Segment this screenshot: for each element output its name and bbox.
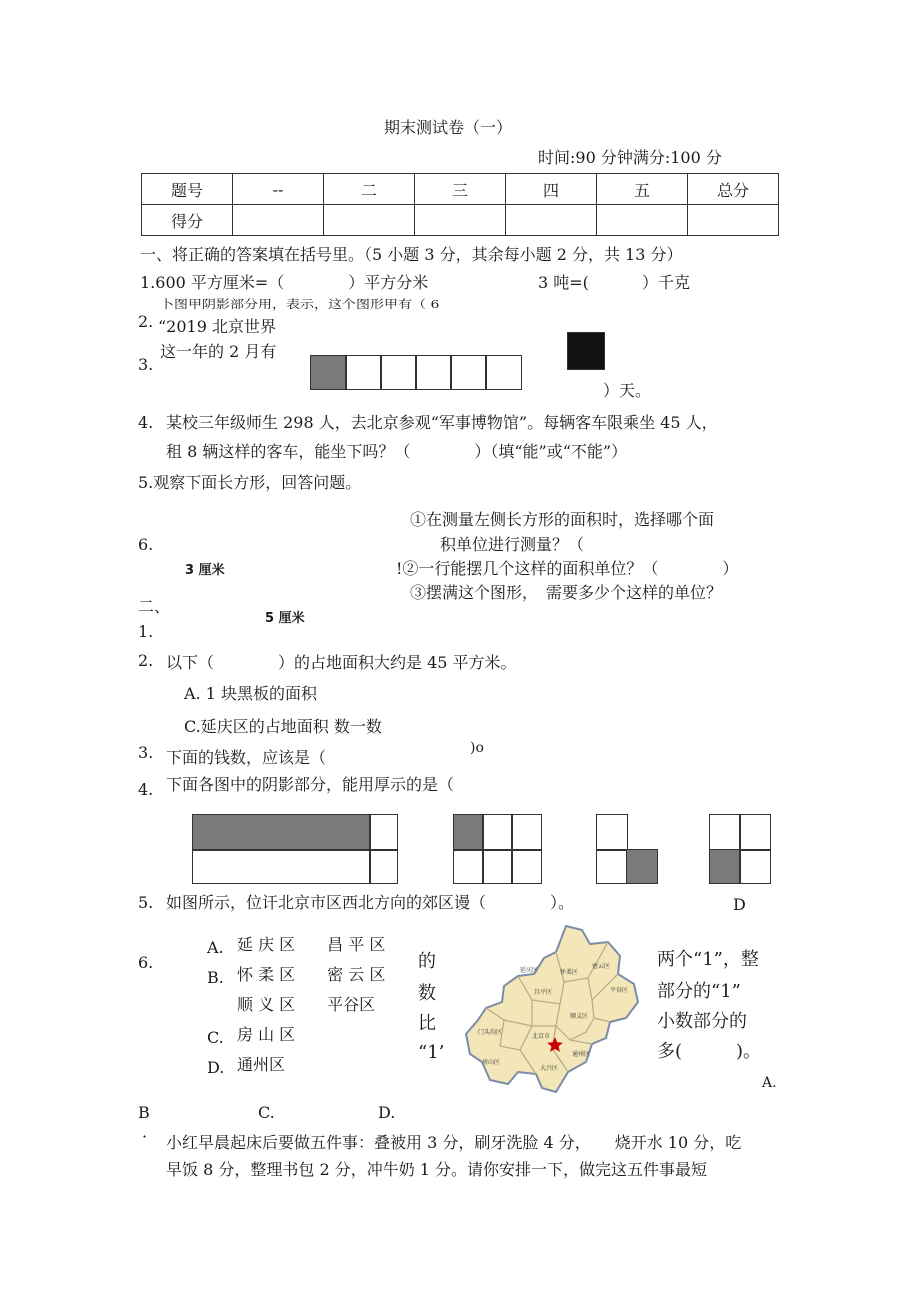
option-a-letter: A. [207,938,224,957]
score-cell[interactable] [597,205,688,236]
fig2-cell [511,814,542,851]
fig3-shaded [626,849,658,884]
score-cell[interactable] [233,205,324,236]
q1-part-a: 1.600 平方厘米=（ ）平方分米 [140,273,429,292]
option-c-final: C. [258,1103,275,1122]
right-line-0: 两个“1”，整 [657,949,759,970]
table-cell: 五 [597,174,688,205]
q2-number: 2. [138,312,154,331]
s2-q3-number: 3. [138,743,154,762]
option-b-letter: B. [207,968,224,987]
score-table [141,173,779,236]
last-line-2: 早饭 8 分，整理书包 2 分，冲牛奶 1 分。请你安排一下，做完这五件事最短 [166,1160,708,1179]
s2-q4-number: 4. [138,780,154,799]
strip-cell [485,355,522,390]
score-cell[interactable] [688,205,779,236]
fig1-shaded [192,814,371,851]
table-cell: -‐ [233,174,324,205]
fig4-cell [709,814,741,851]
s2-q2-number: 2. [138,651,154,670]
map-label-门头沟区: 门头沟区 [478,1029,503,1036]
map-label-大兴区: 大兴区 [540,1065,559,1072]
q6-number: 6. [138,535,154,554]
strip-cell [450,355,487,390]
option-d-final: D. [378,1103,396,1122]
q5-text: 5.观察下面长方形，回答问题。 [138,473,362,492]
q3-text: 这一年的 2 月有 [160,342,277,361]
table-cell: 四 [506,174,597,205]
option-d-letter: D. [207,1058,225,1077]
option-d-text: 通州区 [237,1055,286,1074]
black-square [567,332,605,370]
section2-heading: 二、 [138,597,171,616]
q2-text-2: “2019 北京世界 [158,317,276,336]
strip-cell [415,355,452,390]
table-cell: 得分 [142,205,233,236]
table-cell: 总分 [688,174,779,205]
q3-number: 3. [138,355,154,374]
s2-q2-option-c: C.延庆区的占地面积 数一数 [184,717,382,736]
score-row [142,205,779,236]
s2-q2-option-a: A. 1 块黑板的面积 [184,684,317,703]
q3-end: ）天。 [603,381,652,400]
fig4-cell [739,814,771,851]
left-col-1: 数 [418,983,436,1004]
map-label-怀柔区: 怀柔区 [560,969,579,976]
strip-cell [380,355,417,390]
q6-sub1b: 积单位进行测量？（ [440,535,585,554]
label-3cm: 3 厘米 [185,563,225,578]
q6-sub1a: ①在测量左侧长方形的面积时，选择哪个面 [410,510,715,529]
s2-q6-number: 6. [138,953,154,972]
s2-q3-end: )o [470,740,484,756]
fig4-cell [739,849,771,884]
s2-q1-number: 1. [138,622,154,641]
fig4-shaded [709,849,741,884]
right-line-1: 部分的“1” [657,981,741,1002]
fig2-cell [453,849,484,884]
fig3-cell [596,849,628,884]
s2-q5-number: 5. [138,893,154,912]
right-line-3: 多( )。 [657,1041,762,1062]
table-cell: 二 [324,174,415,205]
label-5cm: 5 厘米 [265,611,305,626]
left-col-2: 比 [418,1013,436,1034]
last-bullet: · [142,1127,148,1146]
option-c-letter: C. [207,1028,224,1047]
option-a-text: 延 庆 区 昌 平 区 [237,935,386,954]
score-cell[interactable] [324,205,415,236]
map-label-平谷区: 平谷区 [610,987,629,994]
last-line-1: 小红早晨起床后要做五件事：叠被用 3 分，刷牙洗脸 4 分， 烧开水 10 分，吃 [166,1133,742,1152]
q1-part-b: 3 吨=( ）千克 [538,273,691,292]
fig2-cell [482,849,513,884]
left-col-0: 的 [418,951,436,972]
q6-sub2: !②一行能摆几个这样的面积单位？（ ） [396,559,739,578]
score-header-row [142,174,779,205]
fig1-cell [192,849,371,884]
beijing-map [460,922,650,1097]
table-cell: 题号 [142,174,233,205]
map-label-延庆区: 延庆区 [520,967,539,974]
option-b-final: B [138,1103,150,1122]
fig2-cell [482,814,513,851]
map-label-北京市: 北京市 [532,1033,551,1040]
map-label-昌平区: 昌平区 [534,989,553,996]
table-cell: 三 [415,174,506,205]
s2-q3-text: 下面的钱数，应该是（ [166,748,327,767]
s2-q2-text: 以下（ ）的占地面积大约是 45 平方米。 [166,653,517,672]
d-label: D [733,895,746,914]
left-col-3: “1’ [418,1042,445,1063]
section1-heading: 一、将正确的答案填在括号里。（5 小题 3 分，其余每小题 2 分，共 13 分） [140,245,683,264]
fig1-cell [369,814,398,851]
s2-q4-text: 下面各图中的阴影部分，能用厚示的是（ [166,775,455,794]
page-title: 期末测试卷（一） [384,118,513,137]
map-label-顺义区: 顺义区 [570,1013,589,1020]
strip-cell-shaded [310,355,347,390]
s2-q5-text: 如图所示，位讦北京市区西北方向的郊区谩（ ）。 [166,893,575,912]
fig1-cell [369,849,398,884]
figure-1 [192,814,398,884]
strip-cell [345,355,382,390]
option-b-text: 怀 柔 区 密 云 区 [237,965,386,984]
map-label-通州区: 通州区 [572,1051,591,1058]
right-line-2: 小数部分的 [657,1011,747,1032]
q4-line2: 租 8 辆这样的客车，能坐下吗？（ ）（填“能”或“不能”） [166,442,628,461]
fig2-shaded [453,814,484,851]
fig3-cell [596,814,628,851]
q2-text: 卜图甲阴影部分用，表示，这个图形甲有（ 6 [160,298,440,312]
right-a: A. [762,1075,777,1091]
q4-line1: 某校三年级师生 298 人，去北京参观“军事博物馆”。每辆客车限乘坐 45 人， [166,413,718,432]
time-info: 时间:90 分钟满分:100 分 [538,148,722,167]
map-label-房山区: 房山区 [482,1059,501,1066]
fig2-cell [511,849,542,884]
q6-sub3: ③摆满这个图形， 需要多少个这样的单位？ [410,583,723,602]
score-cell[interactable] [415,205,506,236]
option-b2-text: 顺 义 区 平谷区 [237,995,376,1014]
option-c-text: 房 山 区 [237,1025,296,1044]
score-cell[interactable] [506,205,597,236]
q4-number: 4. [138,413,154,432]
map-label-密云区: 密云区 [592,963,611,970]
